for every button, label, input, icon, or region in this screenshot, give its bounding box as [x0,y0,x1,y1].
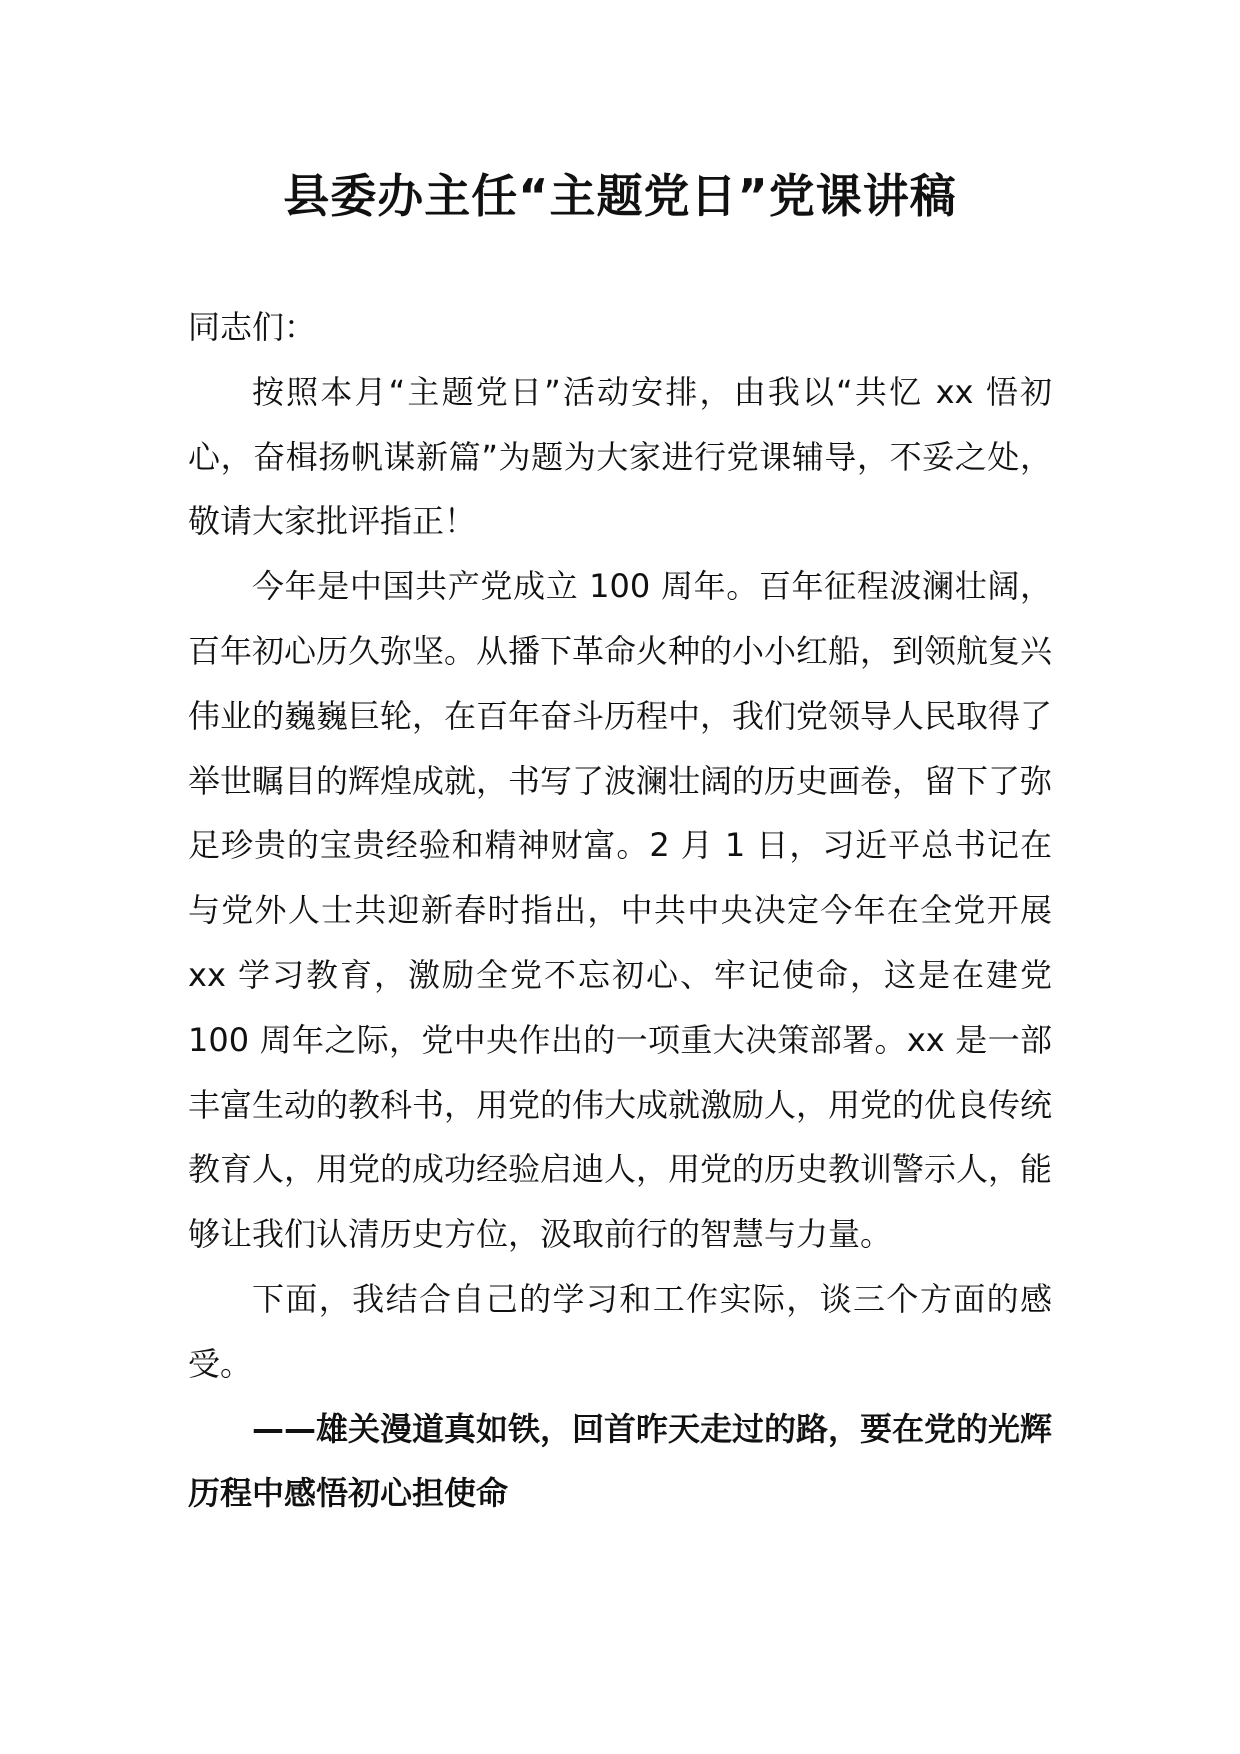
paragraph-transition: 下面，我结合自己的学习和工作实际，谈三个方面的感受。 [188,1279,1052,1383]
document-title: 县委办主任“主题党日”党课讲稿 [283,169,957,223]
paragraph-intro: 按照本月“主题党日”活动安排，由我以“共忆 xx 悟初心，奋楫扬帆谋新篇”为题为大家进行党课辅导，不妥之处，敬请大家批评指正！ [188,372,1052,541]
salutation: 同志们： [188,308,317,346]
section-heading: ——雄关漫道真如铁，回首昨天走过的路，要在党的光辉历程中感悟初心担使命 [188,1409,1053,1513]
document-body [188,295,1052,1526]
paragraph-centenary: 今年是中国共产党成立 100 周年。百年征程波澜壮阔，百年初心历久弥坚。从播下革命火种的小小红船，到领航复兴伟业的巍巍巨轮，在百年奋斗历程中，我们党领导人民取得了举世瞩目的辉煌成就，书写了波澜壮阔的历史画卷，留下了弥足珍贵的宝贵经验和精神财富。2 月 1 日，习近平总书记在与党外人士共迎新春时指出，中共中央决定今年在全党开展 xx 学习教育，激励全党不忘初心、牢记使命，这是在建党 100 周年之际，党中央作出的一项重大决策部署。xx 是一部丰富生动的教科书，用党的伟大成就激励人，用党的优良传统教育人，用党的成功经验启迪人，用党的历史教训警示人，能够让我们认清历史方位，汲取前行的智慧与力量。 [188,567,1053,1254]
